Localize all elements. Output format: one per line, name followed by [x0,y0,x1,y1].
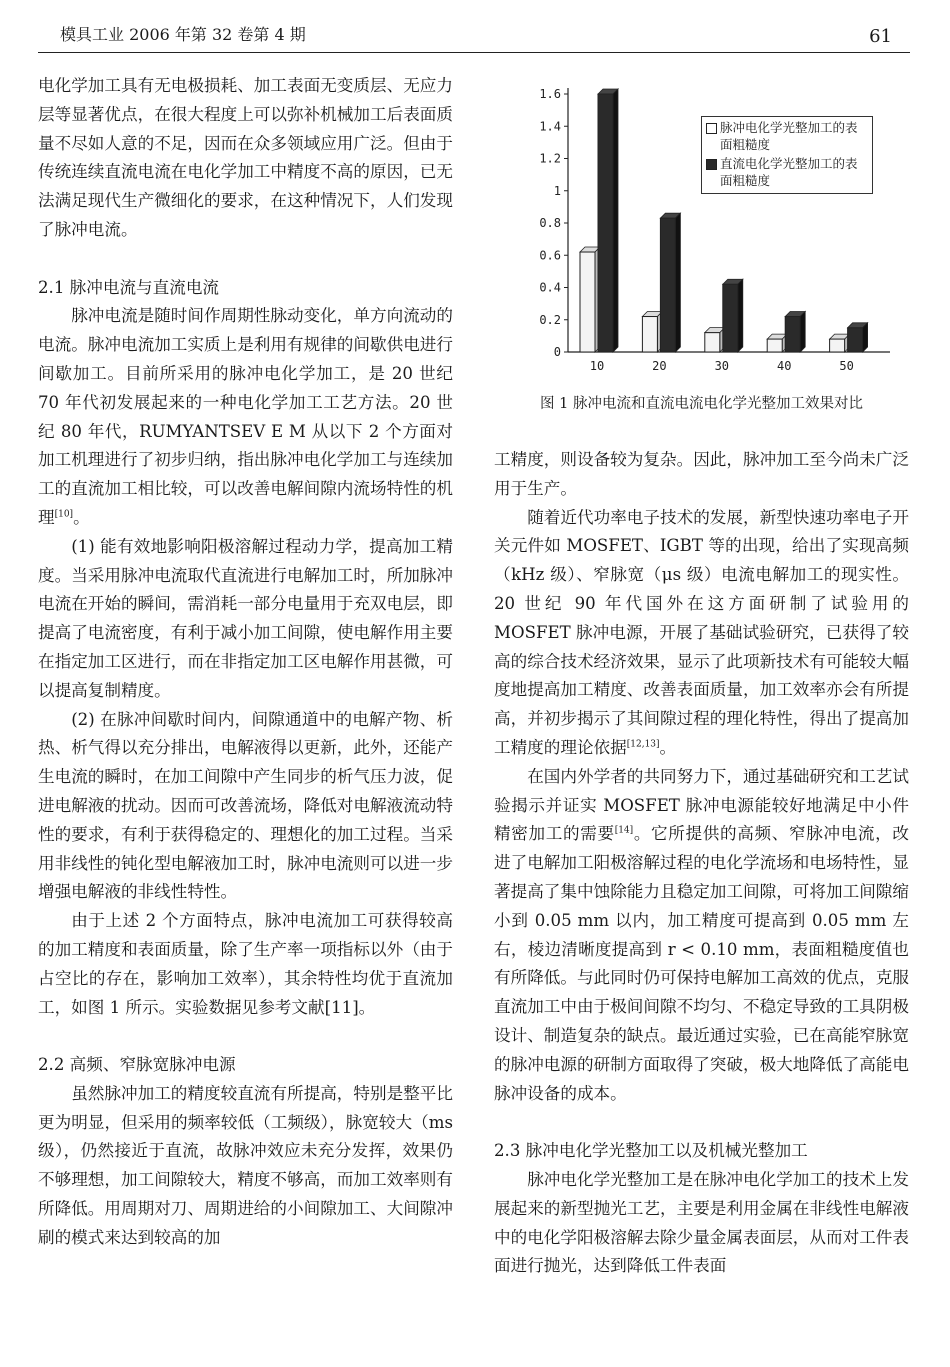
section-heading-2-2: 2.2 高频、窄脉宽脉冲电源 [38,1055,236,1075]
journal-title: 模具工业 2006 年第 32 卷第 4 期 [60,25,306,44]
x-tick-label: 20 [652,359,667,373]
bar-dc [723,284,738,352]
bar-pulse [642,317,657,352]
paragraph-text: 。它所提供的高频、窄脉冲电流，改进了电解加工阳极溶解过程的电化学流场和电场特性，显著提高了集中蚀除能力且稳定加工间隙，可将加工间隙缩小到 0.05 mm 以内，加工精度可提高到 0.05 mm 左右，棱边清晰度提高到 r < 0.10 mm，表面粗糙度值也有所降低。与此同时仍可保持电解加工高效的优点，克服直流加工中由于极间间隙不均匀、不稳定导致的工具阴极设计、制造复杂的缺点。最近通过实验，已在高能窄脉宽的脉冲电源的研制方面取得了突破，极大地降低了高能电脉冲设备的成本。 [494,824,910,1103]
y-tick-label: 1 [553,183,561,198]
y-tick-label: 0.2 [539,312,561,327]
bar-pulse [830,339,845,352]
y-tick-label: 1.4 [539,119,561,134]
x-tick-label: 10 [589,359,605,373]
section-heading-2-1: 2.1 脉冲电流与直流电流 [38,277,220,297]
page-number: 61 [869,26,892,47]
citation: [10] [54,509,74,520]
x-tick-label: 40 [776,359,792,373]
paragraph: 虽然脉冲加工的精度较直流有所提高，特别是整平比更为明显，但采用的频率较低（工频级），脉宽较大（ms 级），仍然接近于直流，故脉冲效应未充分发挥，效果仍不够理想，加工间隙较大，精度不够高，而加工效率则有所降低。用周期对刀、周期进给的小间隙加工、大间隙冲刷的模式来达到较高的加 [38,1083,453,1247]
paragraph [494,504,909,763]
paragraph: (2) 在脉冲间歇时间内，间隙通道中的电解产物、析热、析气得以充分排出，电解液得以更新，此外，还能产生电流的瞬时，在加工间隙中产生同步的析气压力波，促进电解液的扰动。因而可改善流场，降低对电解液流动特性的要求，有利于获得稳定的、理想化的加工过程。当采用非线性的钝化型电解液加工时，脉冲电流则可以进一步增强电解液的非线性特性。 [38,709,453,902]
paragraph-text: 脉冲电流是随时间作周期性脉动变化，单方向流动的电流。脉冲电流加工实质上是利用有规律的间歇供电进行间歇加工。目前所采用的脉冲电化学加工，是 20 世纪 70 年代初发展起来的一种电化学加工工艺方法。20 世纪 80 年代，RUMYANTSEV E M 从以下 2 个方面对加工机理进行了初步归纳，指出脉冲电化学加工与连续加工的直流加工相比较，可以改善电解间隙内流场特性的机理 [38,306,453,527]
y-tick-label: 0.4 [539,280,561,295]
legend-label-pulse: 脉冲电化学光整加工的表面粗糙度 [720,120,858,152]
bar-pulse [705,333,720,352]
left-column [38,72,453,1253]
citation: [12,13] [626,739,660,750]
paragraph: 电化学加工具有无电极损耗、加工表面无变质层、无应力层等显著优点，在很大程度上可以弥补机械加工后表面质量不尽如人意的不足，因而在众多领域应用广泛。但由于传统连续直流电流在电化学加工中精度不高的原因，已无法满足现代生产微细化的要求，在这种情况下，人们发现了脉冲电流。 [38,76,453,239]
x-tick-label: 50 [839,359,854,373]
figure-1-chart [510,80,900,380]
bar-side-face [675,213,680,352]
bar-dc [785,317,800,352]
paragraph-text: 随着近代功率电子技术的发展，新型快速功率电子开关元件如 MOSFET、IGBT 等的出现，给出了实现高频（kHz 级）、窄脉宽（μs 级）电流电解加工的现实性。20 世纪 90 年代国外在这方面研制了试验用的 MOSFET 脉冲电源，开展了基础试验研究，已获得了较高的综合技术经济效果，显示了此项新技术有可能较大幅度地提高加工精度、改善表面质量，加工效率亦会有所提高，并初步揭示了其间隙过程的理化特性，得出了提高加工精度的理论依据 [494,507,909,757]
legend-item-dc [706,156,868,189]
paragraph: 脉冲电化学光整加工是在脉冲电化学加工的技术上发展起来的新型抛光工艺，主要是利用金属在非线性电解液中的电化学阳极溶解去除少量金属表面层，从而对工件表面进行抛光，达到降低工件表面 [494,1169,909,1276]
section-heading-2-3: 2.3 脉冲电化学光整加工以及机械光整加工 [494,1141,808,1161]
chart-legend [701,116,873,194]
x-tick-label: 30 [714,359,730,373]
paragraph [38,302,453,532]
bar-dc [848,328,863,352]
paragraph: (1) 能有效地影响阳极溶解过程动力学，提高加工精度。当采用脉冲电流取代直流进行电解加工时，所加脉冲电流在开始的瞬间，需消耗一部分电量用于充双电层，即提高了电流密度，有利于减小加工间隙，使电解作用主要在指定加工区进行，而在非指定加工区电解作用甚微，可以提高复制精度。 [38,536,453,700]
punctuation: 。 [659,737,677,757]
y-tick-label: 0.8 [539,216,561,230]
bar-side-face [613,89,618,352]
bar-side-face [863,323,868,352]
legend-swatch-pulse [706,123,717,134]
bar-pulse [767,339,782,352]
legend-item-pulse [706,120,868,153]
punctuation: 。 [73,507,90,527]
legend-label-dc: 直流电化学光整加工的表面粗糙度 [720,156,858,188]
paragraph: 工精度，则设备较为复杂。因此，脉冲加工至今尚未广泛用于生产。 [494,450,909,498]
paragraph-text: 在国内外学者的共同努力下，通过基础研究和工艺试验揭示并证实 MOSFET 脉冲电源能较好地满足中小件精密加工的需要 [494,766,909,844]
y-tick-label: 0.6 [539,248,561,263]
bar-dc [598,94,613,352]
figure-caption: 图 1 脉冲电流和直流电流电化学光整加工效果对比 [540,396,863,412]
y-tick-label: 1.6 [539,87,561,101]
paragraph [494,763,909,1109]
bar-pulse [580,252,595,352]
bar-side-face [800,312,805,352]
y-tick-label: 1.2 [539,151,561,166]
bar-side-face [738,279,743,352]
legend-swatch-dc [706,159,717,170]
paragraph: 由于上述 2 个方面特点，脉冲电流加工可获得较高的加工精度和表面质量，除了生产率一项指标以外（由于占空比的存在，影响加工效率），其余特性均优于直流加工，如图 1 所示。实验数据见参考文献[11]。 [38,911,453,1017]
bar-dc [660,218,675,352]
right-column [494,446,909,1281]
y-tick-label: 0 [553,345,561,359]
page-header [38,20,910,53]
citation: [14] [614,825,634,836]
